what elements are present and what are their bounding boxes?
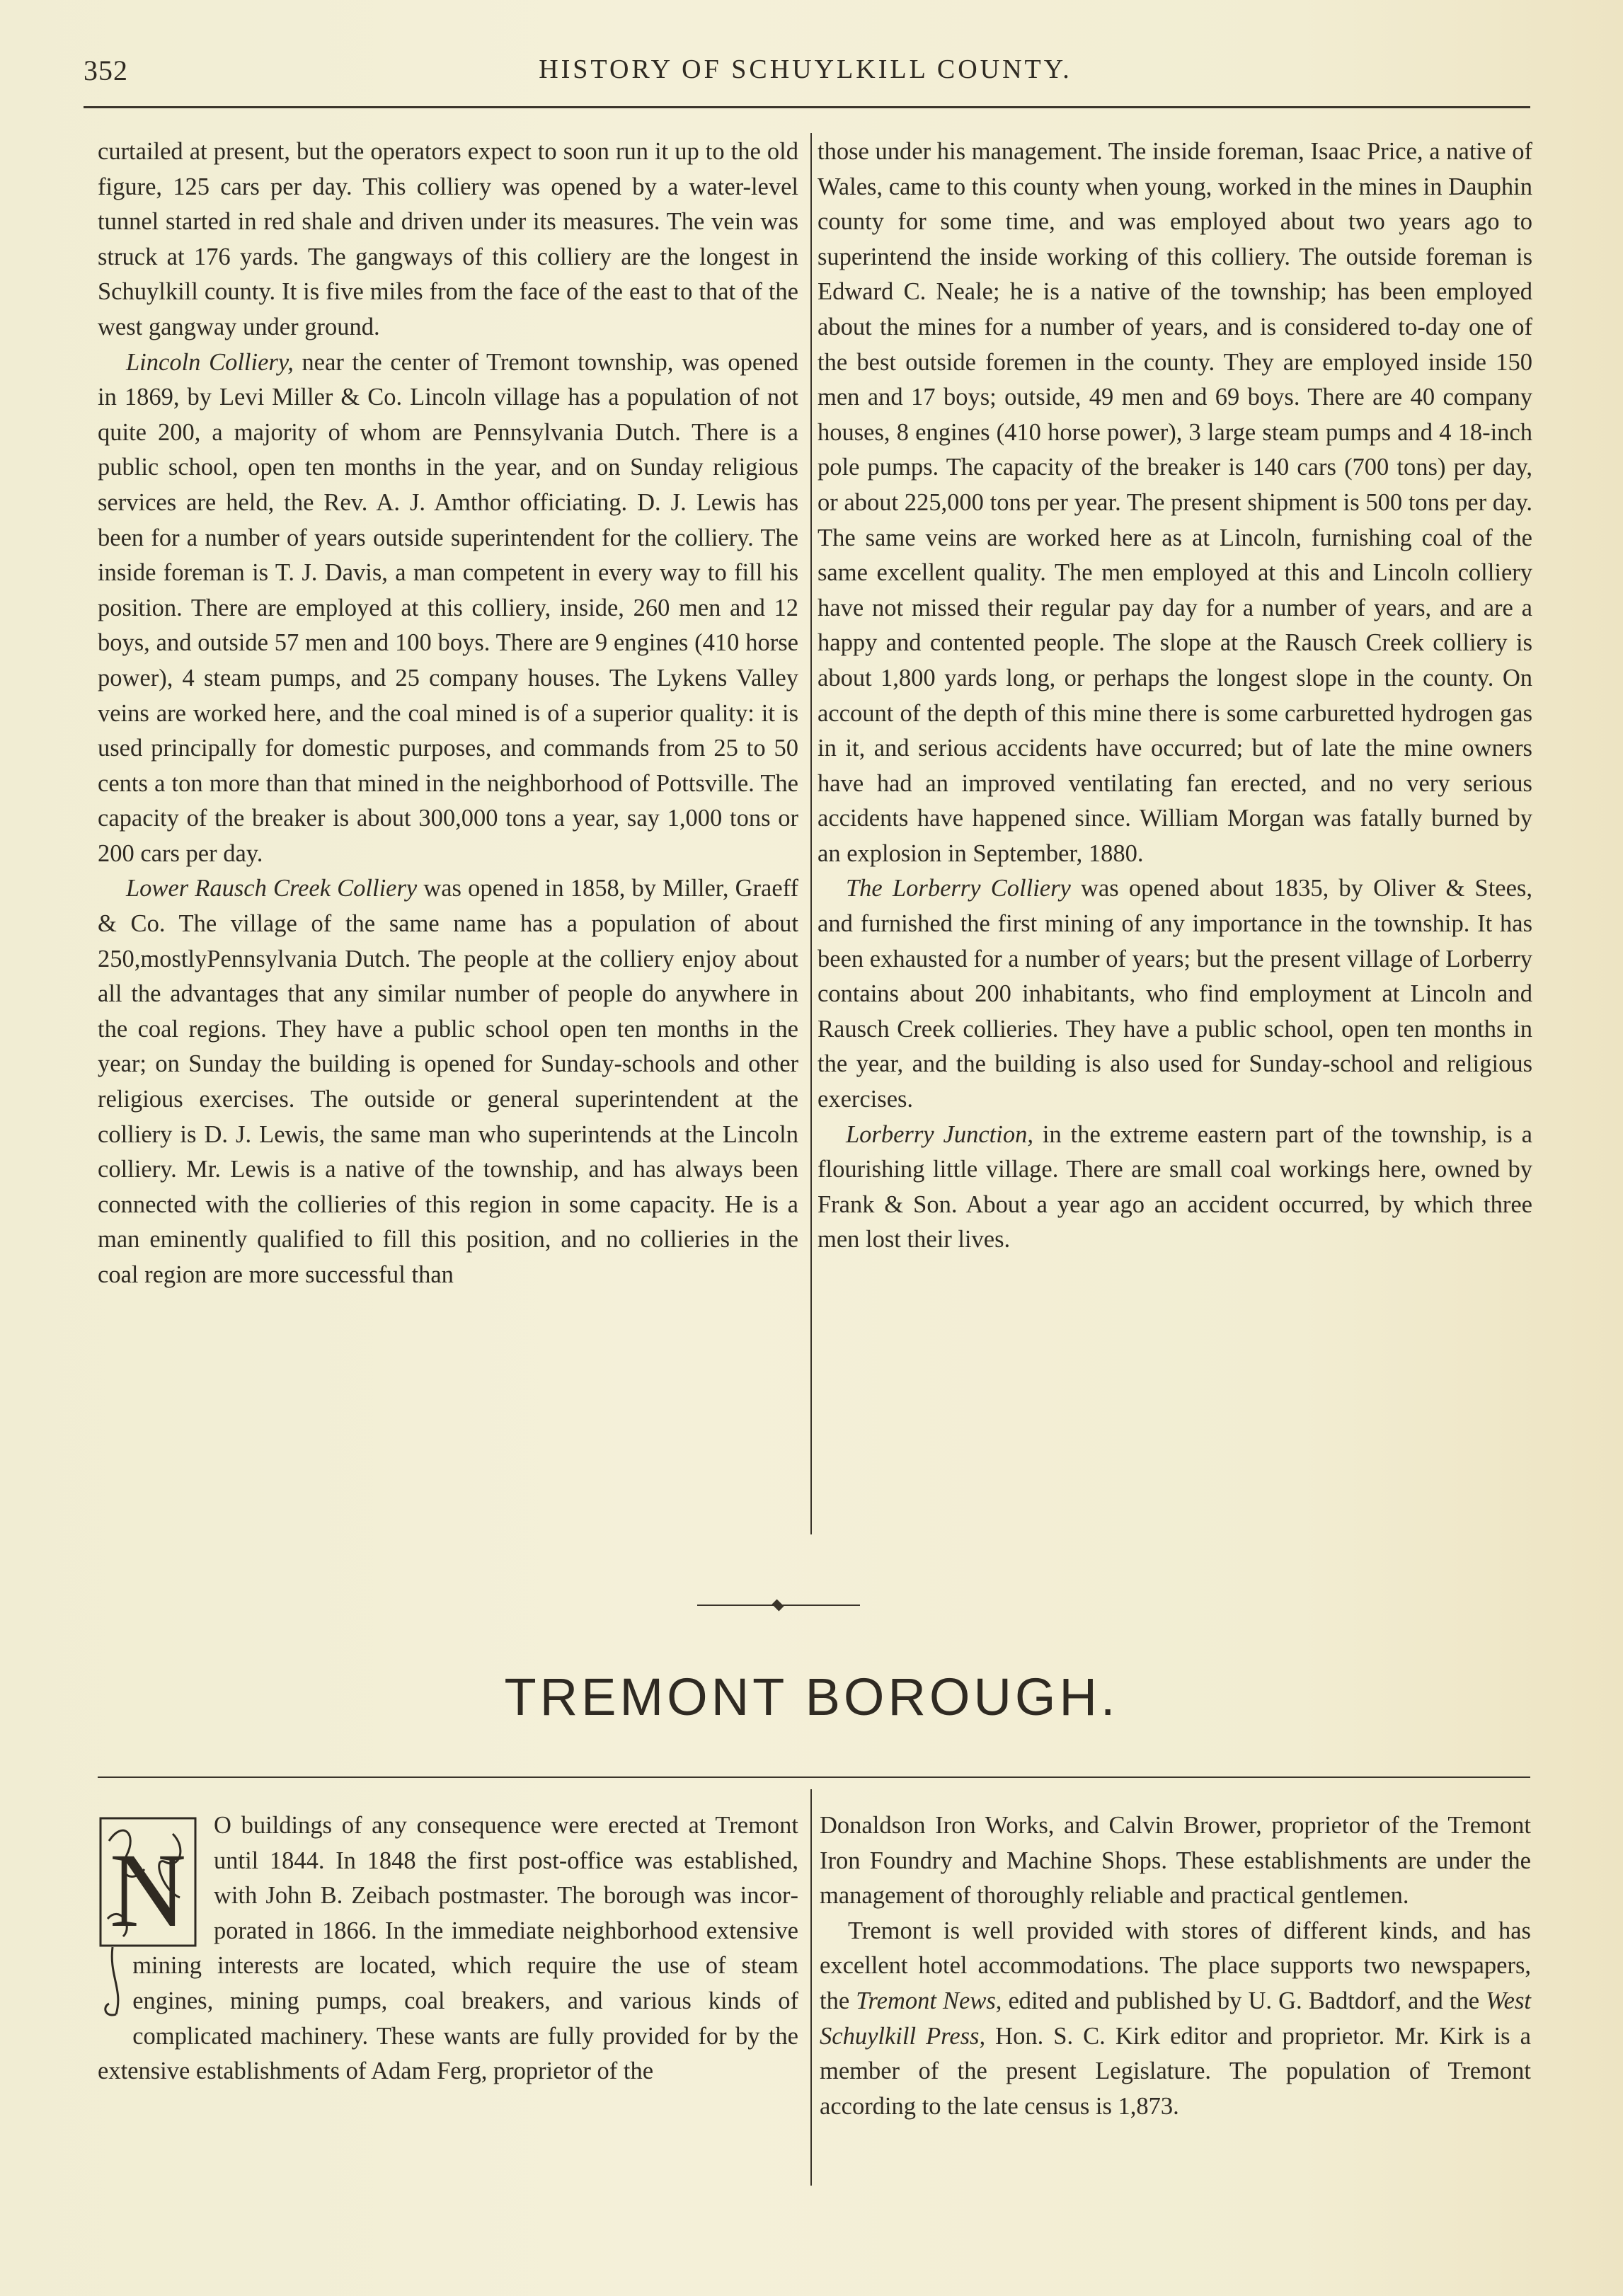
- colliery-name: Lincoln Colliery,: [126, 348, 294, 376]
- running-head: HISTORY OF SCHUYLKILL COUNTY.: [539, 54, 1072, 84]
- header-rule: [84, 106, 1530, 108]
- section-title: TREMONT BOROUGH.: [504, 1668, 1119, 1726]
- column-divider: [810, 133, 812, 1534]
- colliery-name: Lorberry Junction,: [846, 1120, 1033, 1148]
- bottom-right-column: [820, 1808, 1531, 2124]
- colliery-name: The Lorberry Colliery: [846, 875, 1071, 902]
- paragraph: curtailed at present, but the operators expect to soon run it up to the old figure, 125 cars per day. This colliery was opened by a water-level tunnel started in red shale and driven under its measures. The vein was struck at 176 yards. The gangways of this colliery are the longest in Schuylkill county. It is five miles from the face of the east to that of the west gangway under ground.: [98, 138, 798, 340]
- paragraph: Lincoln Colliery, near the center of Tremont township, was opened in 1869, by Levi Miller & Co. Lincoln village has a population of not quite 200, a majority of whom are Pennsylvania Dutch. There is a public school, open ten months in the year, and on Sunday religious services are held, the Rev. A. J. Amthor officiating. D. J. Lewis has been for a number of years outside superintendent for the colliery. The inside foreman is T. J. Davis, a man competent in every way to fill his position. There are employed at this colliery, inside, 260 men and 12 boys, and outside 57 men and 100 boys. There are 9 engines (410 horse power), 4 steam pumps, and 25 company houses. The Lykens Valley veins are worked here, and the coal mined is of a superior quality: it is used principally for domestic purposes, and commands from 25 to 50 cents a ton more than that mined in the neighborhood of Pottsville. The capacity of the breaker is about 300,000 tons a year, say 1,000 tons or 200 cars per day.: [98, 348, 798, 867]
- top-right-column: [818, 134, 1532, 1258]
- paragraph: Lower Rausch Creek Colliery was opened in 1858, by Miller, Graeff & Co. The village of the same name has a population of about 250,mostlyPennsylvania Dutch. The people at the colliery enjoy about all the advantages that any similar number of people do anywhere in the coal regions. They have a public school open ten months in the year; on Sunday the building is opened for Sunday-schools and other religious exercises. The outside or general superintendent at the colliery is D. J. Lewis, the same man who superintends at the Lincoln colliery. Mr. Lewis is a native of the township, and has always been connected with the collieries of this region in some capacity. He is a man eminently qualified to fill this position, and no collieries in the coal region are more successful than: [98, 875, 798, 1288]
- paragraph: Lorberry Junction, in the extreme eastern part of the township, is a flourishing little village. There are small coal workings here, owned by Frank & Son. About a year ago an accident occurred, by which three men lost their lives.: [818, 1120, 1532, 1253]
- top-left-column: [98, 134, 798, 1293]
- bottom-left-column: [98, 1808, 798, 2089]
- svg-text:N: N: [109, 1832, 187, 1949]
- newspaper-name: West Schuylkill Press,: [820, 1987, 1531, 2050]
- page-header: [84, 51, 1527, 93]
- newspaper-name: Tremont News,: [856, 1987, 1002, 2014]
- paragraph: The Lorberry Colliery was opened about 1835, by Oliver & Stees, and furnished the first mining of any importance in the township. It has been exhausted for a number of years; but the present village of Lorberry contains about 200 inhabitants, who find employment at Lincoln and Rausch Creek collieries. They have a public school, open ten months in the year, and the building is also used for Sunday-school and religious exercises.: [818, 875, 1532, 1113]
- page-number: 352: [84, 54, 128, 86]
- paragraph: Tremont is well provided with stores of different kinds, and has excellent hotel accommodations. The place supports two newspapers, the Tremont News, edited and published by U. G. Badtdorf, and the West Schuylkill Press, Hon. S. C. Kirk editor and proprietor. Mr. Kirk is a member of the present Legislature. The population of Tremont according to the late census is 1,873.: [820, 1917, 1531, 2120]
- paragraph: O buildings of any consequence were erected at Tremont until 1844. In 1848 the first post-office was established, with John B. Zeibach postmaster. The borough was incorporated in 1866. In the immediate neighborhood extensive mining interests are located, which require the use of steam engines, mining pumps, coal breakers, and various kinds of complicated machinery. These wants are fully provided for by the extensive establishments of Adam Ferg, proprietor of the: [98, 1812, 798, 2085]
- paragraph: those under his management. The inside foreman, Isaac Price, a native of Wales, came to this county when young, worked in the mines in Dauphin county for some time, and was employed about two years ago to superintend the inside working of this colliery. The outside foreman is Edward C. Neale; he is a native of the township; has been employed about the mines for a number of years, and is considered to-day one of the best outside foremen in the county. They are employed inside 150 men and 17 boys; outside, 49 men and 69 boys. There are 40 company houses, 8 engines (410 horse power), 3 large steam pumps and 4 18-inch pole pumps. The capacity of the breaker is 140 cars (700 tons) per day, or about 225,000 tons per year. The present shipment is 500 tons per day. The same veins are worked here as at Lincoln, furnishing coal of the same excellent quality. The men employed at this and Lincoln colliery have not missed their regular pay day for a number of years, and are a happy and contented people. The slope at the Rausch Creek colliery is about 1,800 yards long, or perhaps the longest slope in the county. On account of the depth of this mine there is some carburetted hydrogen gas in it, and serious accidents have occurred; but of late the mine owners have had an improved ventilating fan erected, and no very serious accidents have happened since. William Morgan was fatally burned by an explosion in September, 1880.: [818, 138, 1532, 867]
- paragraph: Donaldson Iron Works, and Calvin Brower, proprietor of the Tremont Iron Foundry and Machine Shops. These establishments are under the management of thoroughly reliable and practical gentlemen.: [820, 1812, 1531, 1910]
- column-divider: [810, 1789, 812, 2186]
- section-rule: [98, 1776, 1530, 1778]
- section-ornament: [697, 1601, 860, 1609]
- colliery-name: Lower Rausch Creek Colliery: [126, 875, 418, 902]
